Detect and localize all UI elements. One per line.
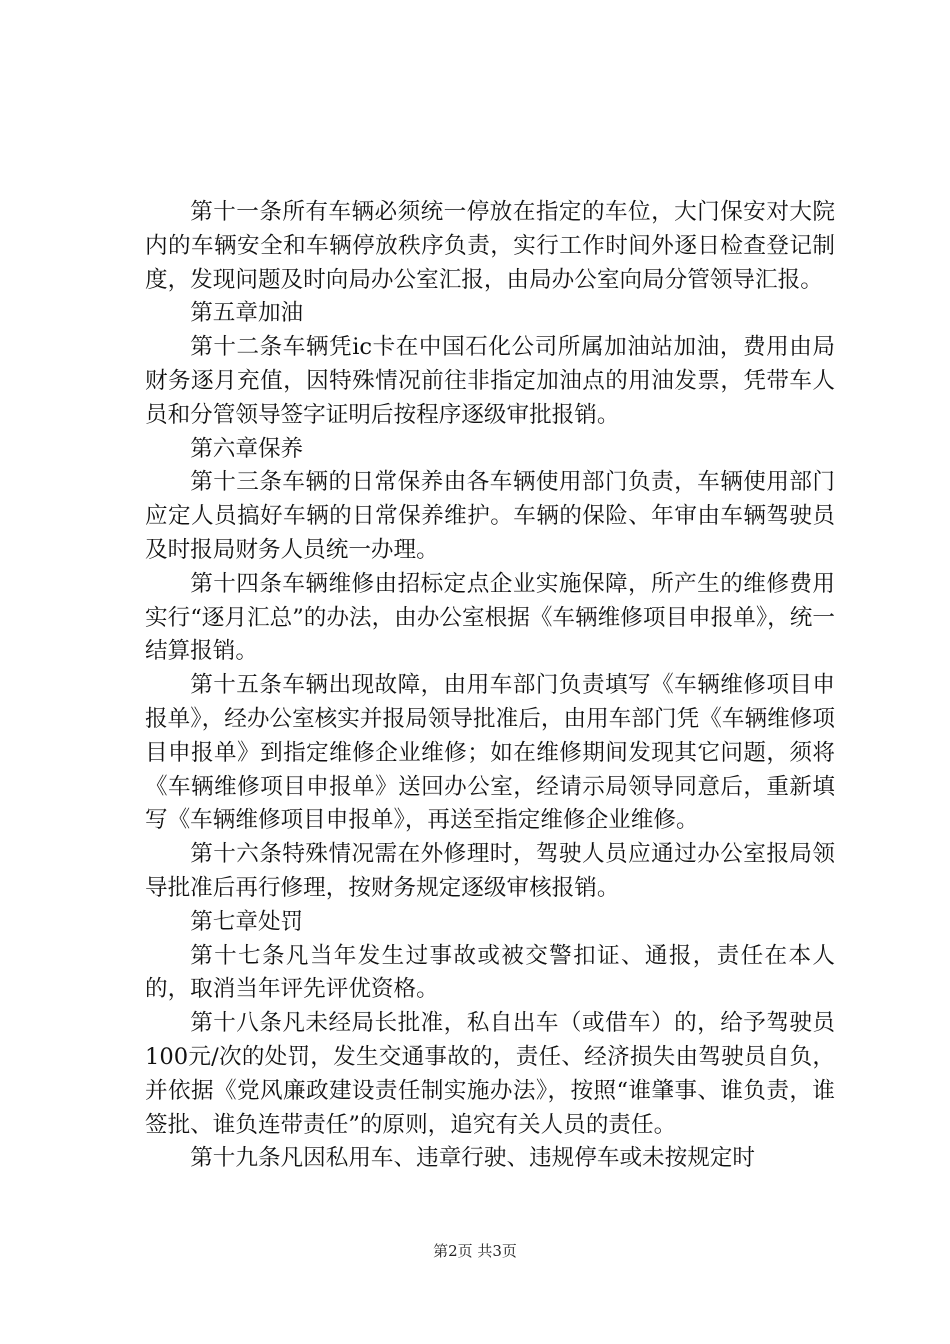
chapter-5-heading: 第五章加油	[190, 300, 304, 327]
article-13: 第十三条车辆的日常保养由各车辆使用部门负责，车辆使用部门应定人员搞好车辆的日常保养维护。车辆的保险、年审由车辆驾驶员及时报局财务人员统一办理。	[145, 469, 835, 563]
article-14: 第十四条车辆维修由招标定点企业实施保障，所产生的维修费用实行“逐月汇总”的办法，由办公室根据《车辆维修项目申报单》，统一结算报销。	[145, 570, 835, 665]
article-12: 第十二条车辆凭ic卡在中国石化公司所属加油站加油，费用由局财务逐月充值，因特殊情况前往非指定加油点的用油发票，凭带车人员和分管领导签字证明后按程序逐级审批报销。	[145, 334, 835, 428]
chapter-7-heading: 第七章处罚	[190, 908, 304, 935]
article-16: 第十六条特殊情况需在外修理时，驾驶人员应通过办公室报局领导批准后再行修理，按财务规定逐级审核报销。	[145, 841, 835, 901]
article-19: 第十九条凡因私用车、违章行驶、违规停车或未按规定时	[190, 1145, 756, 1172]
document-body	[145, 196, 835, 1176]
page-footer: 第2页 共3页	[433, 1242, 517, 1260]
chapter-6-heading: 第六章保养	[190, 435, 304, 462]
article-18: 第十八条凡未经局长批准，私自出车（或借车）的，给予驾驶员100元/次的处罚，发生交通事故的，责任、经济损失由驾驶员自负，并依据《党风廉政建设责任制实施办法》，按照“谁肇事、谁负责，谁签批、谁负连带责任”的原则，追究有关人员的责任。	[145, 1010, 835, 1138]
article-11: 第十一条所有车辆必须统一停放在指定的车位，大门保安对大院内的车辆安全和车辆停放秩序负责，实行工作时间外逐日检查登记制度，发现问题及时向局办公室汇报，由局办公室向局分管领导汇报。	[145, 199, 835, 293]
article-17: 第十七条凡当年发生过事故或被交警扣证、通报，责任在本人的，取消当年评先评优资格。	[145, 942, 835, 1003]
article-15: 第十五条车辆出现故障，由用车部门负责填写《车辆维修项目申报单》，经办公室核实并报局领导批准后，由用车部门凭《车辆维修项目申报单》到指定维修企业维修；如在维修期间发现其它问题，须将《车辆维修项目申报单》送回办公室，经请示局领导同意后，重新填写《车辆维修项目申报单》，再送至指定维修企业维修。	[145, 672, 835, 834]
